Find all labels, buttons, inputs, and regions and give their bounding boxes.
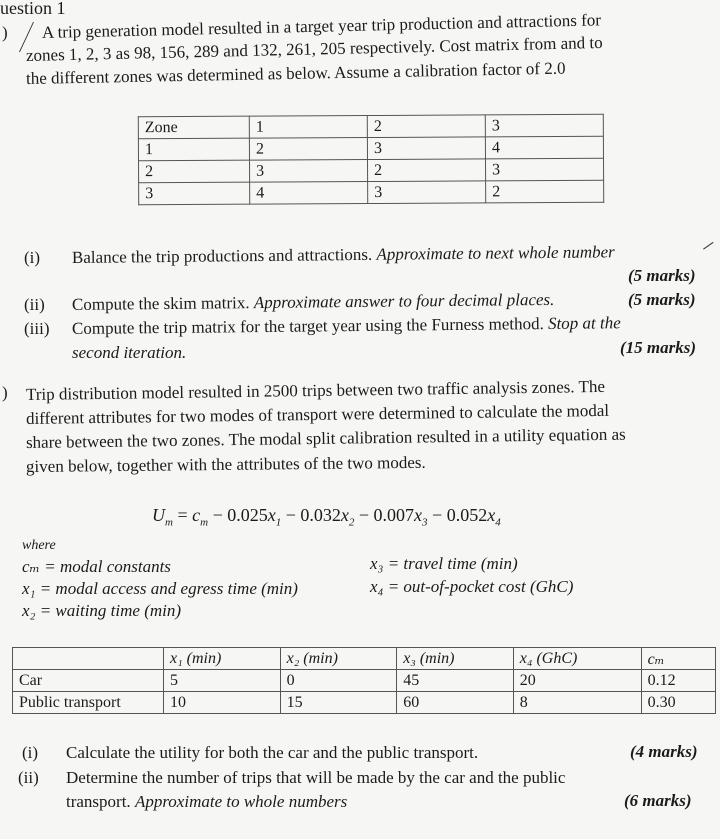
- table-cell: 1: [138, 138, 249, 161]
- question-title: uestion 1: [0, 0, 66, 18]
- utility-equation: $U_m = c_m - 0.025x_1 - 0.032x_2 - 0.007x_3 - 0.052x_4$: [152, 505, 501, 529]
- table-cell: 3: [485, 158, 603, 181]
- table-cell: Car: [13, 670, 164, 692]
- table-row: [13, 692, 716, 714]
- table-cell: 2: [139, 160, 250, 183]
- table-header-cell: x₂ (min): [280, 648, 397, 670]
- table-cell: 0.30: [641, 692, 715, 714]
- table-cell: 3: [367, 137, 485, 160]
- table-header-cell: cₘ: [641, 648, 715, 670]
- q2-part-i-number: (i): [22, 743, 39, 762]
- mode-attributes-table: [12, 647, 716, 714]
- q2-bullet: ): [2, 383, 8, 402]
- table-cell: 8: [513, 692, 641, 714]
- table-cell: 45: [397, 670, 514, 692]
- definition-x2: x₂ = waiting time (min): [22, 601, 182, 620]
- q1-intro-line-1: A trip generation model resulted in a target year trip production and attractions for: [41, 10, 602, 42]
- table-header-cell: x₄ (GhC): [513, 648, 641, 670]
- q2-part-i-marks: (4 marks): [630, 742, 698, 761]
- table-cell: 3: [139, 182, 250, 205]
- q1-part-iii-note-continued: second iteration.: [72, 343, 187, 362]
- table-cell: Public transport: [13, 692, 164, 714]
- table-cell: 5: [164, 670, 281, 692]
- q1-part-iii-number: (iii): [24, 319, 50, 338]
- q2-part-ii-text-continued: transport. Approximate to whole numbers: [66, 792, 348, 811]
- table-cell: 20: [513, 670, 641, 692]
- question-bullet: ): [2, 23, 8, 42]
- table-cell: 3: [368, 181, 486, 204]
- q2-part-i-text: Calculate the utility for both the car and the public transport.: [66, 743, 479, 762]
- table-header-cell: x₁ (min): [164, 648, 281, 670]
- q1-part-iii-marks: (15 marks): [620, 338, 697, 357]
- table-row: [138, 136, 603, 160]
- table-cell: 4: [485, 136, 603, 159]
- table-header-cell: x₃ (min): [397, 648, 514, 670]
- table-row: [13, 648, 716, 670]
- q2-intro-line-3: share between the two zones. The modal split calibration resulted in a utility equation as: [25, 424, 626, 452]
- table-cell: 4: [250, 182, 368, 205]
- q1-part-i-number: (i): [24, 248, 41, 267]
- table-cell: 3: [485, 114, 603, 137]
- table-cell: 10: [164, 692, 281, 714]
- q1-part-i-text: Balance the trip productions and attractions. Approximate to next whole number: [71, 242, 615, 267]
- table-cell: 60: [397, 692, 514, 714]
- table-row: [13, 670, 716, 692]
- where-label: where: [22, 538, 56, 553]
- q1-part-i-marks: (5 marks): [628, 266, 696, 285]
- table-cell: 2: [367, 115, 485, 138]
- definition-x3: x₃ = travel time (min): [370, 554, 518, 573]
- table-row: [139, 180, 604, 204]
- table-header-cell: [13, 648, 164, 670]
- table-row: [139, 158, 604, 182]
- q2-part-ii-text: Determine the number of trips that will be made by the car and the public: [66, 768, 566, 787]
- q1-part-ii-text: Compute the skim matrix. Approximate answer to four decimal places.: [71, 289, 555, 314]
- table-cell: 2: [368, 159, 486, 182]
- q1-part-ii-marks: (5 marks): [628, 290, 696, 309]
- table-cell: 2: [249, 138, 367, 161]
- table-cell: 3: [250, 160, 368, 183]
- q2-part-ii-marks: (6 marks): [624, 791, 692, 810]
- q2-part-ii-number: (ii): [18, 768, 39, 787]
- table-cell: 0.12: [641, 670, 715, 692]
- definition-x4: x₄ = out-of-pocket cost (GhC): [370, 577, 574, 596]
- definition-x1: x₁ = modal access and egress time (min): [22, 579, 298, 598]
- table-cell: 15: [280, 692, 397, 714]
- q2-intro-line-1: Trip distribution model resulted in 2500 trips between two traffic analysis zones. The: [25, 376, 606, 404]
- q1-part-iii-text: Compute the trip matrix for the target year using the Furness method. Stop at the: [71, 313, 621, 338]
- cost-matrix-table: [138, 114, 604, 205]
- q2-intro-line-4: given below, together with the attributes of the two modes.: [25, 452, 426, 476]
- table-cell: 1: [249, 116, 367, 139]
- q1-intro-line-3: the different zones was determined as below. Assume a calibration factor of 2.0: [25, 58, 566, 88]
- table-row: [138, 114, 603, 138]
- q1-intro-line-2: zones 1, 2, 3 as 98, 156, 289 and 132, 261, 205 respectively. Cost matrix from and to: [25, 32, 603, 65]
- table-cell: Zone: [138, 116, 249, 139]
- table-cell: 2: [486, 180, 604, 203]
- q1-part-ii-number: (ii): [24, 295, 45, 314]
- q2-intro-line-2: different attributes for two modes of transport were determined to calculate the modal: [25, 400, 610, 428]
- definition-cm: cₘ = modal constants: [22, 557, 171, 576]
- table-cell: 0: [280, 670, 397, 692]
- check-mark-icon: [699, 235, 714, 249]
